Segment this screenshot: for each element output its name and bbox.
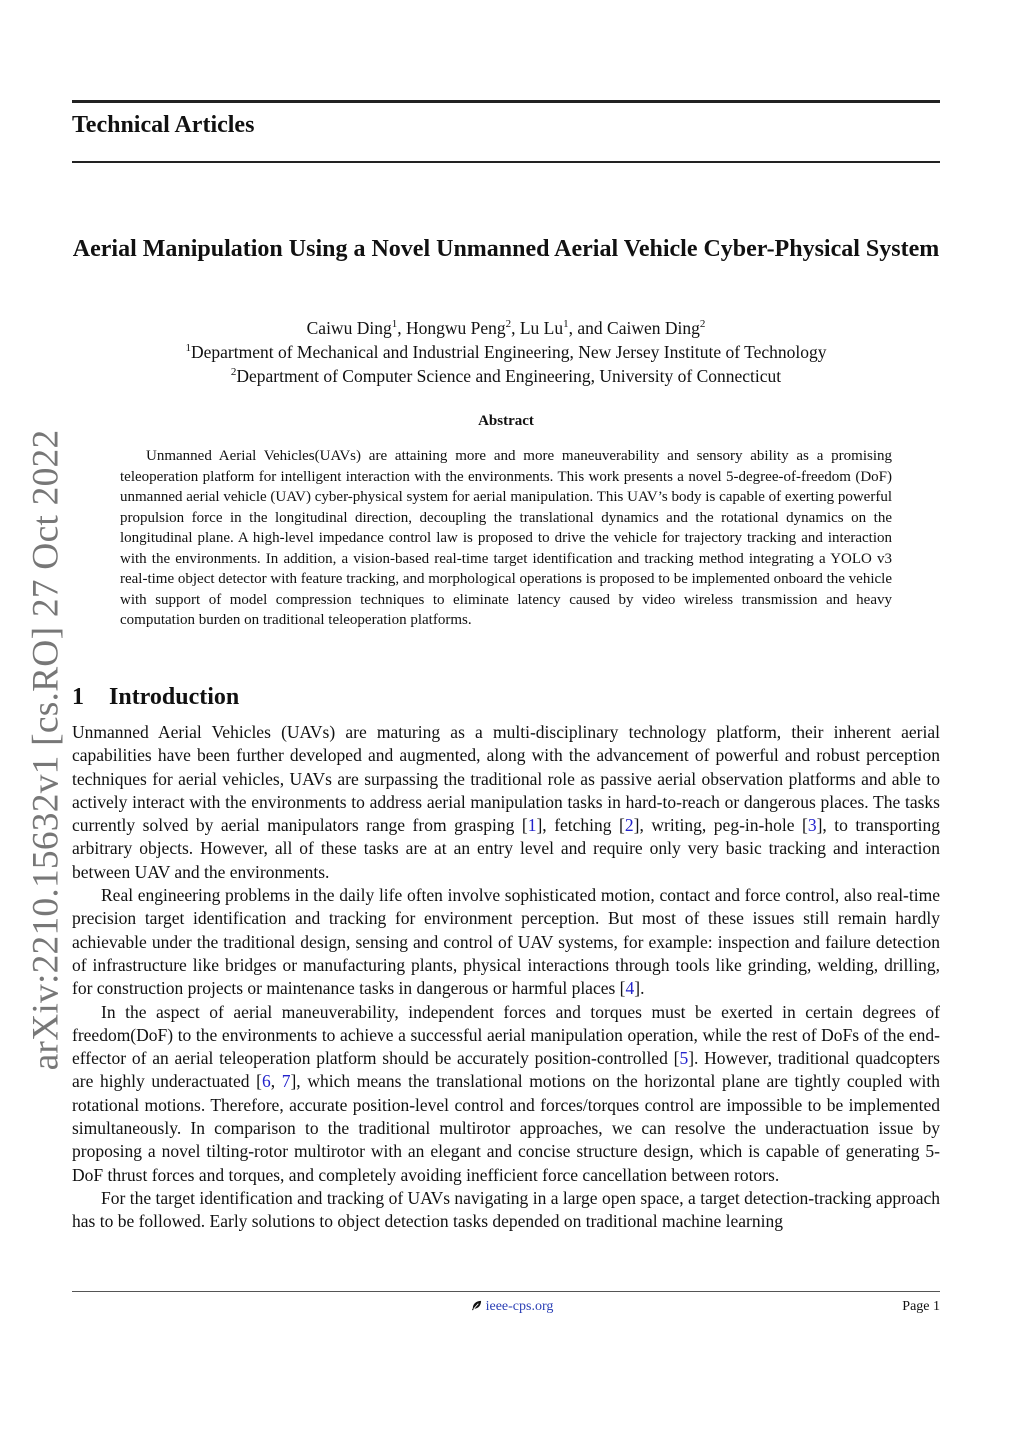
- citation-link[interactable]: 1: [527, 815, 537, 836]
- affiliation: [72, 340, 940, 364]
- section-heading-introduction: [72, 684, 239, 711]
- affiliation-number: 1: [185, 342, 191, 355]
- citation-link[interactable]: 3: [807, 815, 817, 836]
- paragraph-text: ,: [270, 1071, 282, 1092]
- citation-link[interactable]: 6: [261, 1071, 271, 1092]
- page-number: Page 1: [902, 1299, 940, 1314]
- citation-link[interactable]: 7: [281, 1071, 291, 1092]
- paragraph-text: For the target identification and tracking of UAVs navigating in a large open space, a target detection-tracking approach has to be followed. Early solutions to object detection tasks depended on traditional machine learning: [72, 1187, 940, 1232]
- arxiv-identifier: arXiv:2210.15632v1 [cs.RO] 27 Oct 2022: [25, 429, 67, 1071]
- footer-link[interactable]: ieee-cps.org: [485, 1299, 554, 1314]
- author-list: [72, 316, 940, 340]
- intro-paragraph: [72, 884, 940, 1000]
- affiliation-text: Department of Mechanical and Industrial Engineering, New Jersey Institute of Technology: [190, 342, 827, 362]
- paragraph-text: ], writing, peg-in-hole [: [633, 815, 808, 836]
- paper-title: Aerial Manipulation Using a Novel Unmanned Aerial Vehicle Cyber-Physical System: [72, 236, 940, 262]
- feather-icon: [471, 1300, 482, 1311]
- author-affiliation-mark: 1: [391, 318, 398, 331]
- intro-paragraph: [72, 1001, 940, 1187]
- author-name: Hongwu Peng: [405, 318, 506, 338]
- top-rule: [72, 100, 940, 103]
- paragraph-text: ]. However, traditional quadcopters are highly underactuated [: [72, 1048, 940, 1092]
- footer-link-block: [0, 1299, 1024, 1315]
- paragraph-text: ], fetching [: [536, 815, 625, 836]
- citation-link[interactable]: 2: [624, 815, 634, 836]
- section-number: 1: [72, 684, 84, 710]
- intro-paragraph: [72, 721, 940, 884]
- affiliation-list: [72, 340, 940, 388]
- author-name: Caiwu Ding: [306, 318, 392, 338]
- citation-link[interactable]: 4: [625, 978, 635, 999]
- paragraph-text: ], which means the translational motions on the horizontal plane are tightly coupled with rotational motions. Therefore, accurate position-level control and forces/torques control are impossible to be implemented simultaneously. In comparison to the traditional multirotor approaches, we can resolve the underactuation issue by proposing a novel tilting-rotor multirotor with an elegant and concise structure design, which is capable of generating 5-DoF thrust forces and torques, and completely avoiding inefficient force cancellation between rotors.: [72, 1071, 940, 1185]
- affiliation-number: 2: [230, 366, 237, 379]
- author-affiliation-mark: 2: [505, 318, 512, 331]
- footer-rule: [72, 1291, 940, 1292]
- abstract-text: Unmanned Aerial Vehicles(UAVs) are attaining more and more maneuverability and sensory ability as a promising teleoperation platform for intelligent interaction with the environments. This work presents a novel 5-degree-of-freedom (DoF) unmanned aerial vehicle (UAV) cyber-physical system for aerial manipulation. This UAV’s body is capable of exerting powerful propulsion force in the longitudinal direction, decoupling the translational dynamics and the rotational dynamics on the longitudinal plane. A high-level impedance control law is proposed to drive the vehicle for trajectory tracking and interaction with the environments. In addition, a vision-based real-time target identification and tracking method integrating a YOLO v3 real-time object detector with feature tracking, and morphological operations is proposed to be implemented onboard the vehicle with support of model compression techniques to eliminate latency caused by video wireless transmission and heavy computation burden on traditional teleoperation platforms.: [120, 448, 892, 628]
- citation-link[interactable]: 5: [679, 1048, 689, 1069]
- author-name: Caiwen Ding: [607, 318, 700, 338]
- abstract-heading: Abstract: [478, 413, 534, 429]
- section-title: Introduction: [109, 684, 240, 710]
- author-name: Lu Lu: [519, 318, 564, 338]
- introduction-body: [72, 721, 940, 1234]
- section-header: Technical Articles: [72, 112, 255, 138]
- paragraph-text: ], to transporting arbitrary objects. However, all of these tasks are at an entry level and require only very basic tracking and interaction between UAV and the environments.: [72, 815, 941, 882]
- paragraph-text: In the aspect of aerial maneuverability, independent forces and torques must be exerted in certain degrees of freedom(DoF) to the environments to achieve a successful aerial manipulation operation, while the rest of DoFs of the end-effector of an aerial teleoperation platform should be accurately position-controlled [: [72, 1001, 940, 1069]
- author-block: [72, 316, 940, 388]
- paragraph-text: ].: [634, 978, 645, 999]
- affiliation-text: Department of Computer Science and Engineering, University of Connecticut: [236, 366, 782, 386]
- author-separator: ,: [397, 318, 406, 338]
- paragraph-text: Unmanned Aerial Vehicles (UAVs) are maturing as a multi-disciplinary technology platform, their inherent aerial capabilities have been further developed and augmented, along with the advancement of powerful and robust perception techniques for aerial vehicles, UAVs are surpassing the traditional role as passive aerial observation platforms and able to actively interact with the environments to address aerial manipulation tasks in hard-to-reach or dangerous places. The tasks currently solved by aerial manipulators range from grasping [: [72, 722, 940, 836]
- author-separator: ,: [511, 318, 520, 338]
- author-affiliation-mark: 1: [563, 318, 569, 331]
- author-affiliation-mark: 2: [699, 318, 706, 331]
- header-rule: [72, 161, 940, 163]
- intro-paragraph: [72, 1187, 940, 1234]
- paragraph-text: Real engineering problems in the daily life often involve sophisticated motion, contact and force control, also real-time precision target identification and tracking for environment perception. But most of these issues still remain hardly achievable under the traditional design, sensing and control of UAV systems, for example: inspection and failure detection of infrastructure like bridges or manufacturing plants, physical interactions through tools like grinding, welding, drilling, for construction projects or maintenance tasks in dangerous or harmful places [: [72, 885, 940, 999]
- affiliation: [72, 364, 940, 388]
- author-separator: , and: [568, 318, 608, 338]
